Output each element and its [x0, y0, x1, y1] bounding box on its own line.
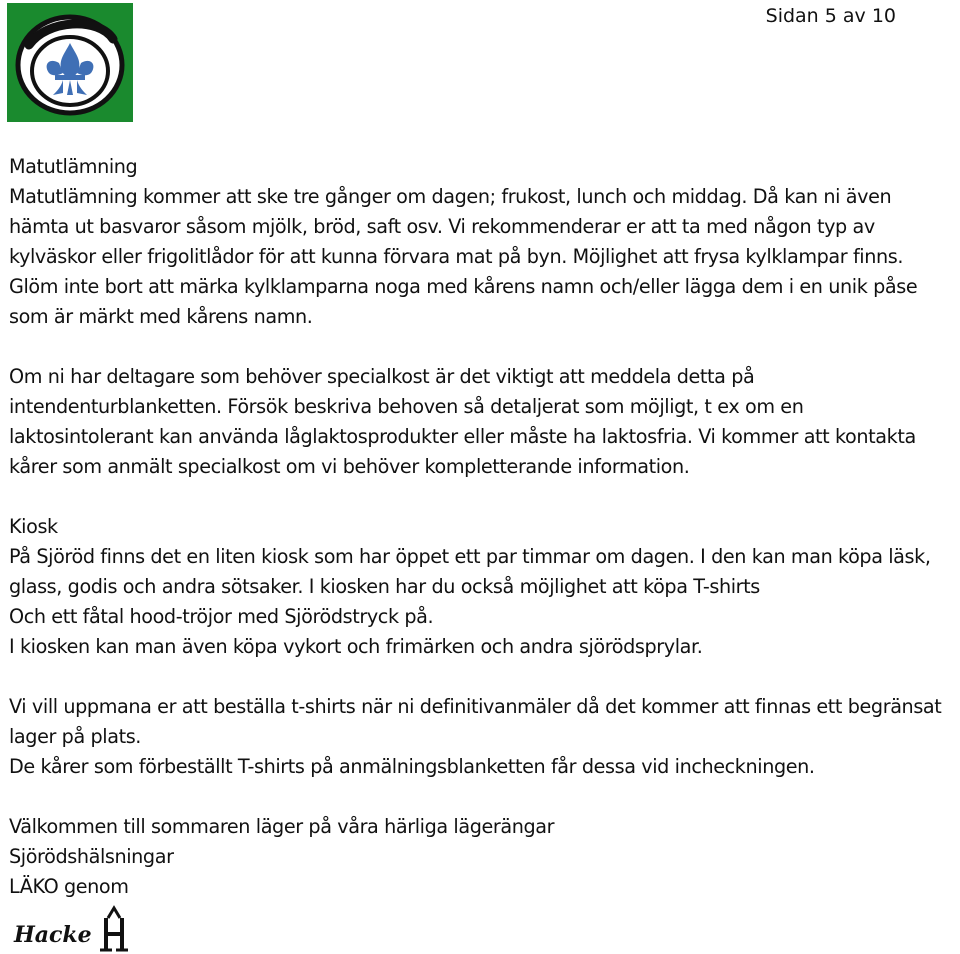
paragraph-line: glass, godis och andra sötsaker. I kiosken har du också möjlighet att köpa T-shirts — [9, 575, 760, 598]
section-matutlamning — [9, 152, 959, 332]
section-tshirts — [9, 692, 959, 782]
paragraph-line: Vi vill uppmana er att beställa t-shirts när ni definitivanmäler då det kommer att finnas ett begränsat — [9, 695, 942, 718]
paragraph-line: Om ni har deltagare som behöver specialkost är det viktigt att meddela detta på — [9, 365, 755, 388]
section-kiosk — [9, 512, 959, 662]
paragraph-line: Matutlämning kommer att ske tre gånger om dagen; frukost, lunch och middag. Då kan ni även — [9, 185, 892, 208]
signature-image — [12, 904, 142, 954]
scout-logo — [7, 3, 133, 122]
paragraph-line: Och ett fåtal hood-tröjor med Sjörödstryck på. — [9, 605, 434, 628]
paragraph-line: De kårer som förbeställt T-shirts på anmälningsblanketten får dessa vid incheckningen. — [9, 755, 815, 778]
page-number: Sidan 5 av 10 — [765, 5, 896, 27]
svg-text:Hacke: Hacke — [14, 922, 92, 948]
heading-kiosk: Kiosk — [9, 515, 58, 538]
paragraph-line: lager på plats. — [9, 725, 141, 748]
closing-line: Välkommen till sommaren läger på våra härliga lägerängar — [9, 815, 555, 838]
paragraph-line: kårer som anmält specialkost om vi behöver kompletterande information. — [9, 455, 690, 478]
paragraph-line: laktosintolerant kan använda låglaktosprodukter eller måste ha laktosfria. Vi kommer att kontakta — [9, 425, 916, 448]
paragraph-line: intendenturblanketten. Försök beskriva behoven så detaljerat som möjligt, t ex om en — [9, 395, 804, 418]
section-specialkost — [9, 362, 959, 482]
paragraph-line: Glöm inte bort att märka kylklamparna noga med kårens namn och/eller lägga dem i en unik påse — [9, 275, 918, 298]
paragraph-line: kylväskor eller frigolitlådor för att kunna förvara mat på byn. Möjlighet att frysa kylklampar finns. — [9, 245, 904, 268]
document-body — [9, 152, 959, 902]
section-closing — [9, 812, 959, 902]
closing-line: Sjörödshälsningar — [9, 845, 174, 868]
paragraph-line: som är märkt med kårens namn. — [9, 305, 313, 328]
paragraph-line: hämta ut basvaror såsom mjölk, bröd, saft osv. Vi rekommenderar er att ta med någon typ av — [9, 215, 875, 238]
closing-line: LÄKO genom — [9, 875, 129, 898]
paragraph-line: På Sjöröd finns det en liten kiosk som har öppet ett par timmar om dagen. I den kan man köpa läsk, — [9, 545, 931, 568]
heading-matutlamning: Matutlämning — [9, 155, 138, 178]
paragraph-line: I kiosken kan man även köpa vykort och frimärken och andra sjörödsprylar. — [9, 635, 703, 658]
